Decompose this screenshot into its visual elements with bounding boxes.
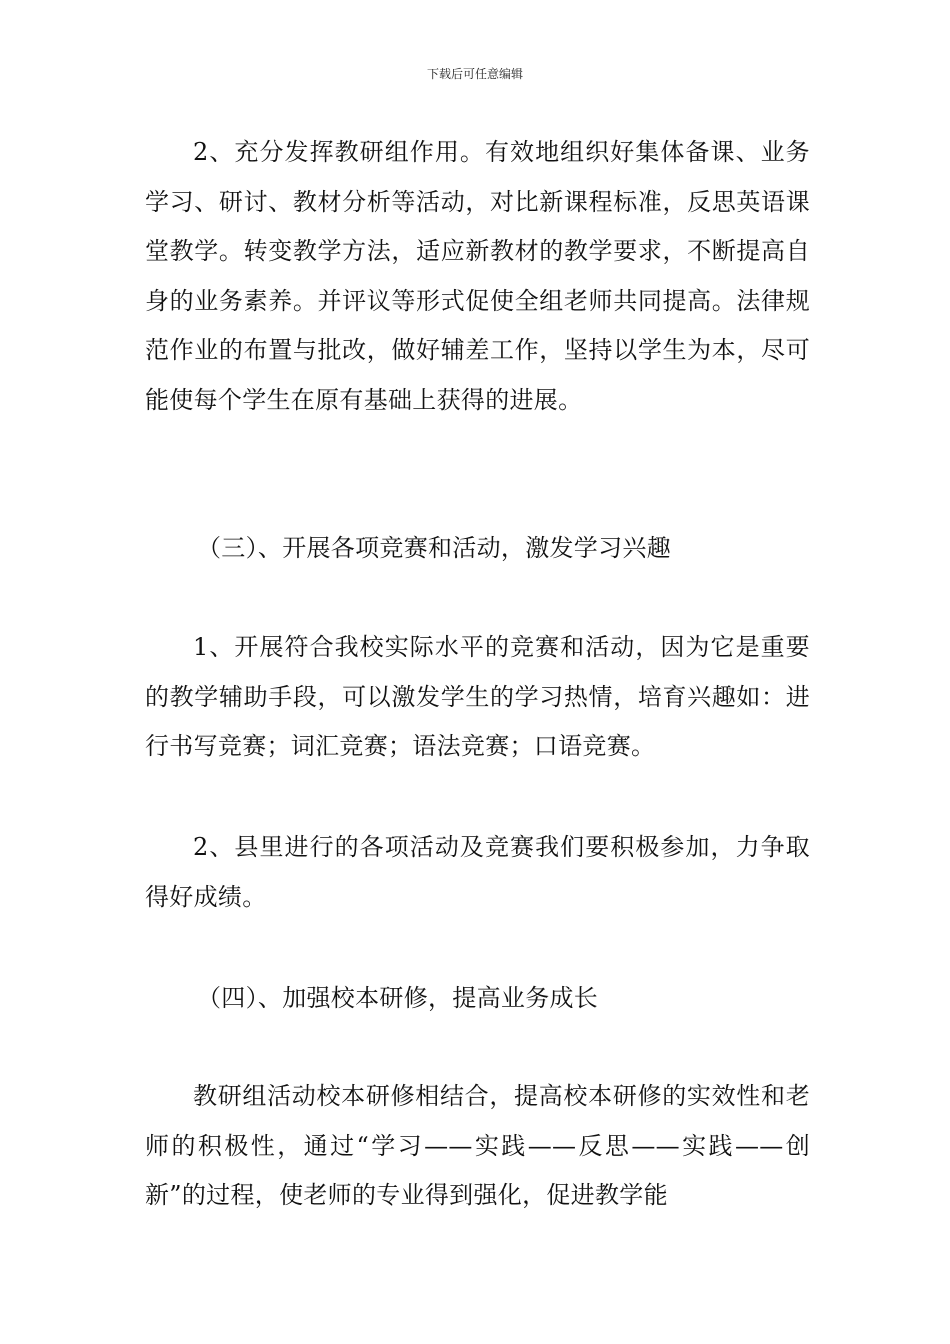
section-heading-competitions: （三）、开展各项竞赛和活动，激发学习兴趣 xyxy=(197,534,671,562)
section-heading-school-research: （四）、加强校本研修，提高业务成长 xyxy=(197,984,599,1012)
page-header-note: 下载后可任意编辑 xyxy=(426,67,523,81)
paragraph-school-competitions: 1、开展符合我校实际水平的竞赛和活动，因为它是重要的教学辅助手段，可以激发学生的学习热情，培育兴趣如：进行书写竞赛；词汇竞赛；语法竞赛；口语竞赛。 xyxy=(145,633,810,760)
paragraph-county-activities: 2、县里进行的各项活动及竞赛我们要积极参加，力争取得好成绩。 xyxy=(145,833,810,911)
paragraph-teaching-group-role: 2、充分发挥教研组作用。有效地组织好集体备课、业务学习、研讨、教材分析等活动，对比新课程标准，反思英语课堂教学。转变教学方法，适应新教材的教学要求，不断提高自身的业务素养。并评议等形式促使全组老师共同提高。法律规范作业的布置与批改，做好辅差工作，坚持以学生为本，尽可能使每个学生在原有基础上获得的进展。 xyxy=(145,138,810,414)
paragraph-research-integration: 教研组活动校本研修相结合，提高校本研修的实效性和老师的积极性，通过“学习——实践——反思——实践——创新”的过程，使老师的专业得到强化，促进教学能 xyxy=(145,1082,810,1209)
